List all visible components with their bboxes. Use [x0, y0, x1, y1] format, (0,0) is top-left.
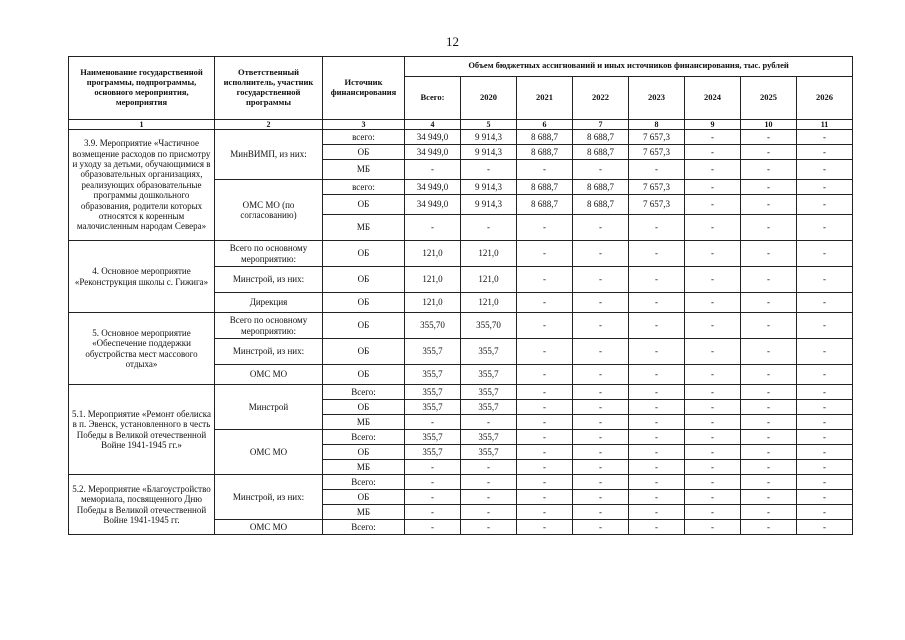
value-year: - [573, 400, 629, 415]
value-year: 8 688,7 [517, 180, 573, 195]
funding-source: ОБ [323, 445, 405, 460]
value-year: - [741, 520, 797, 535]
value-year: - [629, 293, 685, 313]
value-total: 355,7 [405, 339, 461, 365]
value-year: - [685, 215, 741, 241]
value-year: - [741, 145, 797, 160]
value-year: - [461, 505, 517, 520]
value-year: - [741, 313, 797, 339]
value-year: - [629, 241, 685, 267]
value-year: - [741, 267, 797, 293]
funding-source: ОБ [323, 313, 405, 339]
value-year: - [685, 160, 741, 180]
value-total: - [405, 415, 461, 430]
value-year: - [573, 445, 629, 460]
header-responsible: Ответственный исполнитель, участник государственной программы [215, 57, 323, 120]
value-year: 9 914,3 [461, 130, 517, 145]
value-year: - [517, 505, 573, 520]
value-year: - [517, 430, 573, 445]
value-total: 355,7 [405, 445, 461, 460]
value-year: - [629, 520, 685, 535]
value-year: - [797, 145, 853, 160]
responsible: Всего по основному мероприятию: [215, 313, 323, 339]
value-year: - [517, 520, 573, 535]
value-year: - [685, 130, 741, 145]
value-year: - [573, 505, 629, 520]
value-year: - [461, 160, 517, 180]
value-year: - [517, 475, 573, 490]
value-year: 8 688,7 [573, 130, 629, 145]
value-year: - [797, 430, 853, 445]
responsible: ОМС МО [215, 520, 323, 535]
value-year: - [685, 445, 741, 460]
value-year: - [461, 520, 517, 535]
value-total: - [405, 490, 461, 505]
value-year: - [797, 385, 853, 400]
value-total: - [405, 475, 461, 490]
value-year: - [741, 415, 797, 430]
value-year: - [741, 160, 797, 180]
value-year: - [517, 267, 573, 293]
value-year: 7 657,3 [629, 145, 685, 160]
value-year: - [685, 385, 741, 400]
value-year: 355,7 [461, 365, 517, 385]
table-row [69, 313, 853, 339]
funding-source: МБ [323, 460, 405, 475]
value-year: 8 688,7 [573, 180, 629, 195]
value-year: - [685, 293, 741, 313]
responsible: ОМС МО [215, 365, 323, 385]
value-year: - [629, 313, 685, 339]
table-row [69, 130, 853, 145]
header-year: 2025 [741, 76, 797, 119]
value-year: 8 688,7 [573, 145, 629, 160]
value-year: - [517, 215, 573, 241]
value-year: - [517, 445, 573, 460]
value-year: - [685, 195, 741, 215]
value-total: 34 949,0 [405, 180, 461, 195]
responsible: Минстрой, из них: [215, 339, 323, 365]
value-year: - [685, 415, 741, 430]
value-year: - [573, 415, 629, 430]
value-year: - [797, 520, 853, 535]
value-year: - [797, 241, 853, 267]
value-year: - [797, 180, 853, 195]
funding-source: ОБ [323, 241, 405, 267]
value-year: 121,0 [461, 241, 517, 267]
funding-source: МБ [323, 215, 405, 241]
funding-source: ОБ [323, 400, 405, 415]
value-year: - [797, 339, 853, 365]
value-year: 355,7 [461, 430, 517, 445]
funding-source: всего: [323, 130, 405, 145]
value-year: - [573, 365, 629, 385]
column-number: 11 [797, 120, 853, 130]
value-year: 7 657,3 [629, 180, 685, 195]
value-year: - [685, 460, 741, 475]
value-year: 121,0 [461, 293, 517, 313]
value-year: - [517, 160, 573, 180]
value-total: - [405, 160, 461, 180]
value-year: - [517, 400, 573, 415]
value-total: 34 949,0 [405, 145, 461, 160]
value-year: - [573, 385, 629, 400]
value-year: - [573, 490, 629, 505]
funding-source: всего: [323, 180, 405, 195]
value-year: 355,7 [461, 385, 517, 400]
value-year: - [797, 293, 853, 313]
header-year: 2023 [629, 76, 685, 119]
value-year: - [573, 520, 629, 535]
value-year: - [741, 490, 797, 505]
value-year: - [573, 460, 629, 475]
table-body [69, 130, 853, 535]
responsible: ОМС МО [215, 430, 323, 475]
value-year: - [741, 400, 797, 415]
value-year: - [573, 160, 629, 180]
value-year: - [517, 339, 573, 365]
value-year: - [629, 490, 685, 505]
value-year: - [461, 490, 517, 505]
value-year: - [741, 430, 797, 445]
value-year: - [629, 160, 685, 180]
value-year: - [685, 520, 741, 535]
value-year: - [797, 415, 853, 430]
value-year: - [797, 215, 853, 241]
value-year: - [573, 313, 629, 339]
column-number: 1 [69, 120, 215, 130]
responsible: Минстрой [215, 385, 323, 430]
value-year: - [517, 385, 573, 400]
value-year: - [797, 313, 853, 339]
value-year: - [685, 339, 741, 365]
value-year: - [629, 445, 685, 460]
value-total: 355,70 [405, 313, 461, 339]
value-year: - [573, 215, 629, 241]
value-year: - [741, 241, 797, 267]
table-row [69, 475, 853, 490]
value-total: 121,0 [405, 293, 461, 313]
value-year: - [685, 180, 741, 195]
value-year: 355,7 [461, 400, 517, 415]
value-year: - [797, 490, 853, 505]
column-number: 10 [741, 120, 797, 130]
value-year: - [797, 267, 853, 293]
activity-name: 3.9. Мероприятие «Частичное возмещение расходов по присмотру и уходу за детьми, обучающимися в образовательных организациях, реализующих образовательные программы дошкольного образования, родители которых относятся к коренным малочисленным народам Севера» [69, 130, 215, 241]
funding-source: ОБ [323, 490, 405, 505]
value-year: - [685, 430, 741, 445]
value-year: - [685, 400, 741, 415]
value-total: 34 949,0 [405, 195, 461, 215]
value-total: - [405, 460, 461, 475]
value-year: - [685, 145, 741, 160]
column-number: 4 [405, 120, 461, 130]
header-total: Всего: [405, 76, 461, 119]
value-total: - [405, 215, 461, 241]
header-volume: Объем бюджетных ассигнований и иных источников финансирования, тыс. рублей [405, 57, 853, 77]
column-number: 5 [461, 120, 517, 130]
responsible: Всего по основному мероприятию: [215, 241, 323, 267]
column-number: 7 [573, 120, 629, 130]
activity-name: 5.1. Мероприятие «Ремонт обелиска в п. Эвенск, установленного в честь Победы в Великой отечественной Войне 1941-1945 гг.» [69, 385, 215, 475]
value-year: - [741, 365, 797, 385]
value-year: - [573, 475, 629, 490]
value-year: - [685, 505, 741, 520]
value-year: - [629, 505, 685, 520]
value-year: - [629, 460, 685, 475]
value-year: 355,7 [461, 445, 517, 460]
responsible: Дирекция [215, 293, 323, 313]
value-year: - [797, 195, 853, 215]
value-year: - [629, 475, 685, 490]
funding-source: ОБ [323, 365, 405, 385]
funding-source: МБ [323, 505, 405, 520]
value-year: - [741, 385, 797, 400]
value-year: - [517, 241, 573, 267]
funding-source: Всего: [323, 520, 405, 535]
header-year: 2026 [797, 76, 853, 119]
funding-source: Всего: [323, 385, 405, 400]
value-year: - [629, 400, 685, 415]
responsible: Минстрой, из них: [215, 475, 323, 520]
value-year: - [629, 267, 685, 293]
responsible: Минстрой, из них: [215, 267, 323, 293]
value-year: 7 657,3 [629, 130, 685, 145]
value-total: 355,7 [405, 385, 461, 400]
value-year: - [517, 365, 573, 385]
header-year: 2021 [517, 76, 573, 119]
value-year: 9 914,3 [461, 180, 517, 195]
column-number: 2 [215, 120, 323, 130]
value-year: - [461, 475, 517, 490]
table-row [69, 385, 853, 400]
table-row [69, 241, 853, 267]
value-year: - [797, 400, 853, 415]
value-year: - [797, 505, 853, 520]
value-year: - [797, 460, 853, 475]
value-year: - [741, 130, 797, 145]
value-year: 9 914,3 [461, 195, 517, 215]
header-year: 2024 [685, 76, 741, 119]
funding-source: ОБ [323, 267, 405, 293]
value-year: - [741, 215, 797, 241]
value-year: - [685, 365, 741, 385]
responsible: ОМС МО (по согласованию) [215, 180, 323, 241]
value-year: - [573, 293, 629, 313]
value-year: - [461, 460, 517, 475]
value-year: 7 657,3 [629, 195, 685, 215]
funding-source: Всего: [323, 475, 405, 490]
funding-source: МБ [323, 160, 405, 180]
value-year: - [629, 415, 685, 430]
header-source: Источник финансирования [323, 57, 405, 120]
value-year: 355,7 [461, 339, 517, 365]
value-year: 8 688,7 [517, 195, 573, 215]
value-year: - [741, 460, 797, 475]
value-year: - [797, 365, 853, 385]
value-year: 121,0 [461, 267, 517, 293]
value-year: - [517, 490, 573, 505]
header-year: 2022 [573, 76, 629, 119]
value-year: - [517, 293, 573, 313]
activity-name: 5. Основное мероприятие «Обеспечение поддержки обустройства мест массового отдыха» [69, 313, 215, 385]
value-year: - [685, 475, 741, 490]
value-total: 355,7 [405, 365, 461, 385]
value-total: 34 949,0 [405, 130, 461, 145]
value-year: - [573, 339, 629, 365]
page-number: 12 [446, 34, 459, 49]
column-number: 8 [629, 120, 685, 130]
value-year: - [741, 293, 797, 313]
funding-source: ОБ [323, 195, 405, 215]
value-year: 8 688,7 [517, 145, 573, 160]
value-year: - [517, 415, 573, 430]
value-year: - [741, 475, 797, 490]
value-total: 355,7 [405, 400, 461, 415]
activity-name: 5.2. Мероприятие «Благоустройство мемориала, посвященного Дню Победы в Великой отечественной Войне 1941-1945 гг. [69, 475, 215, 535]
value-year: - [741, 195, 797, 215]
value-year: - [797, 475, 853, 490]
funding-source: Всего: [323, 430, 405, 445]
value-year: 8 688,7 [573, 195, 629, 215]
value-year: - [629, 365, 685, 385]
value-year: - [685, 267, 741, 293]
value-year: - [797, 130, 853, 145]
value-total: 121,0 [405, 241, 461, 267]
value-year: - [741, 505, 797, 520]
value-total: 355,7 [405, 430, 461, 445]
value-year: - [461, 415, 517, 430]
value-year: 8 688,7 [517, 130, 573, 145]
column-number: 6 [517, 120, 573, 130]
value-total: - [405, 505, 461, 520]
funding-source: МБ [323, 415, 405, 430]
value-year: - [573, 430, 629, 445]
column-number: 9 [685, 120, 741, 130]
responsible: МинВИМП, из них: [215, 130, 323, 180]
header-name: Наименование государственной программы, подпрограммы, основного мероприятия, мероприятия [69, 57, 215, 120]
value-total: 121,0 [405, 267, 461, 293]
value-year: - [741, 180, 797, 195]
value-year: - [517, 313, 573, 339]
value-year: - [797, 445, 853, 460]
funding-source: ОБ [323, 293, 405, 313]
value-year: - [629, 385, 685, 400]
value-year: - [517, 460, 573, 475]
column-number: 3 [323, 120, 405, 130]
value-year: - [741, 445, 797, 460]
value-year: 9 914,3 [461, 145, 517, 160]
value-year: - [797, 160, 853, 180]
value-year: - [629, 339, 685, 365]
value-total: - [405, 520, 461, 535]
value-year: - [629, 215, 685, 241]
value-year: - [573, 267, 629, 293]
value-year: - [461, 215, 517, 241]
value-year: 355,70 [461, 313, 517, 339]
value-year: - [741, 339, 797, 365]
budget-table [68, 56, 853, 535]
value-year: - [629, 430, 685, 445]
funding-source: ОБ [323, 339, 405, 365]
funding-source: ОБ [323, 145, 405, 160]
value-year: - [573, 241, 629, 267]
value-year: - [685, 313, 741, 339]
value-year: - [685, 490, 741, 505]
header-year: 2020 [461, 76, 517, 119]
value-year: - [685, 241, 741, 267]
activity-name: 4. Основное мероприятие «Реконструкция школы с. Гижига» [69, 241, 215, 313]
